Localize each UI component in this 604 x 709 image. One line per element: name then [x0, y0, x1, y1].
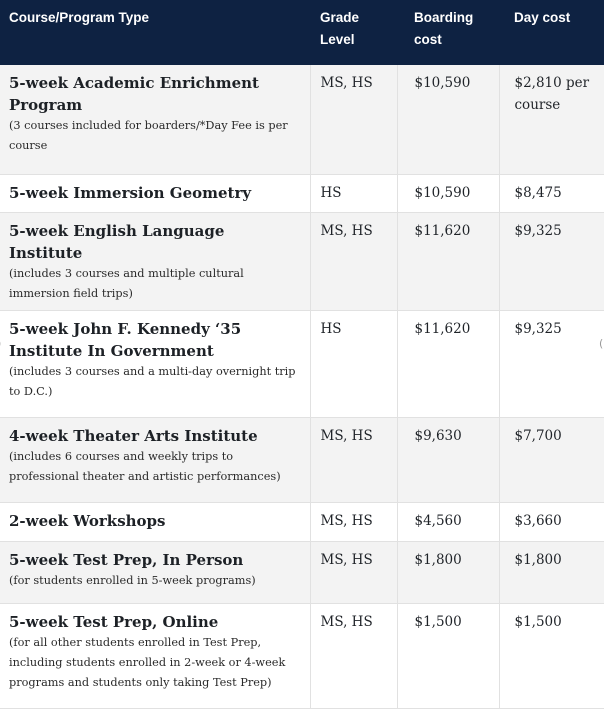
day-cell: $3,660	[499, 502, 604, 541]
program-title: 5-week Academic Enrichment Program	[9, 74, 259, 114]
scroll-right-mark-icon[interactable]: (	[599, 337, 604, 350]
boarding-cell: $10,590	[397, 174, 499, 212]
program-note: (for all other students enrolled in Test Prep, including students enrolled in 2-week or 4-week programs and students only taking Test Prep)	[9, 635, 286, 689]
header-grade-line1: Grade	[320, 10, 360, 25]
program-cell	[0, 502, 310, 541]
table-row	[0, 212, 604, 310]
header-program-type: Course/Program Type	[0, 0, 310, 65]
day-cell: $9,325	[499, 212, 604, 310]
day-cell: $1,800	[499, 541, 604, 603]
day-cell: $1,500	[499, 603, 604, 708]
grade-cell: MS, HS	[310, 65, 397, 174]
program-cell	[0, 310, 310, 417]
table-row	[0, 174, 604, 212]
program-note: (includes 3 courses and a multi-day overnight trip to D.C.)	[9, 364, 296, 398]
boarding-cell: $11,620	[397, 212, 499, 310]
day-cell: $9,325	[499, 310, 604, 417]
header-boarding-line1: Boarding	[414, 10, 474, 25]
day-cell: $7,700	[499, 417, 604, 502]
program-note: (includes 3 courses and multiple cultural immersion field trips)	[9, 266, 244, 300]
table-row	[0, 502, 604, 541]
program-cell	[0, 212, 310, 310]
day-cell: $8,475	[499, 174, 604, 212]
program-cell	[0, 174, 310, 212]
table-row	[0, 417, 604, 502]
program-title: 4-week Theater Arts Institute	[9, 426, 258, 445]
grade-cell: HS	[310, 310, 397, 417]
program-title: 5-week English Language Institute	[9, 221, 225, 262]
scroll-left-mark-icon[interactable]	[0, 338, 1, 350]
boarding-cell: $1,800	[397, 541, 499, 603]
table-row	[0, 541, 604, 603]
table-body	[0, 65, 604, 708]
program-note: (includes 6 courses and weekly trips to professional theater and artistic performances)	[9, 449, 281, 483]
program-note: (for students enrolled in 5-week programs)	[9, 573, 256, 587]
grade-cell: MS, HS	[310, 603, 397, 708]
day-cell: $2,810 per course	[499, 65, 604, 174]
boarding-cell: $10,590	[397, 65, 499, 174]
grade-cell: HS	[310, 174, 397, 212]
header-boarding-cost	[397, 0, 499, 65]
header-day-cost: Day cost	[499, 0, 604, 65]
program-cell	[0, 541, 310, 603]
program-cell	[0, 417, 310, 502]
program-title: 5-week John F. Kennedy ‘35 Institute In Government	[9, 319, 242, 360]
table-row	[0, 65, 604, 174]
header-boarding-line2: cost	[414, 32, 442, 47]
header-grade-line2: Level	[320, 32, 355, 47]
boarding-cell: $4,560	[397, 502, 499, 541]
grade-cell: MS, HS	[310, 541, 397, 603]
program-title: 5-week Immersion Geometry	[9, 183, 252, 202]
boarding-cell: $11,620	[397, 310, 499, 417]
grade-cell: MS, HS	[310, 502, 397, 541]
program-title: 5-week Test Prep, In Person	[9, 550, 244, 569]
program-cell	[0, 65, 310, 174]
table-row	[0, 603, 604, 708]
program-title: 5-week Test Prep, Online	[9, 612, 219, 631]
header-grade-level	[310, 0, 397, 65]
table-row	[0, 310, 604, 417]
grade-cell: MS, HS	[310, 417, 397, 502]
program-cell	[0, 603, 310, 708]
table-header	[0, 0, 604, 65]
header-row	[0, 0, 604, 65]
boarding-cell: $9,630	[397, 417, 499, 502]
program-note: (3 courses included for boarders/*Day Fee is per course	[9, 119, 288, 152]
boarding-cell: $1,500	[397, 603, 499, 708]
grade-cell: MS, HS	[310, 212, 397, 310]
program-title: 2-week Workshops	[9, 511, 166, 530]
